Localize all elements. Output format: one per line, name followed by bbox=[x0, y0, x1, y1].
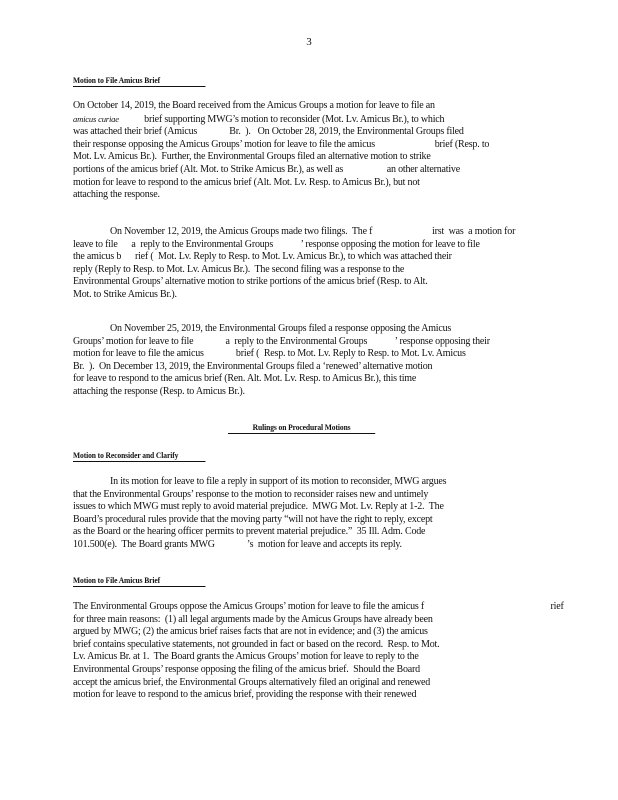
text-line: their response opposing the Amicus Groups’ motion for leave to file the amicus brief (Resp. to bbox=[73, 138, 490, 150]
text-line: Mot. to Strike Amicus Br.). bbox=[73, 288, 177, 300]
text-line: reply (Reply to Resp. to Mot. Lv. Amicus Br.). The second filing was a response to the bbox=[73, 263, 405, 275]
text-line: Environmental Groups’ response opposing the filing of the amicus brief. Should the Board bbox=[73, 663, 420, 675]
text-line: issues to which MWG must reply to avoid material prejudice. MWG Mot. Lv. Reply at 1-2. The bbox=[73, 501, 444, 513]
paragraph-2 bbox=[73, 226, 515, 302]
text-line: leave to file a reply to the Environmental Groups ’ response opposing the motion for leave to file bbox=[73, 238, 480, 250]
text-line: On October 14, 2019, the Board received from the Amicus Groups a motion for leave to file an bbox=[73, 100, 435, 111]
text-line bbox=[73, 113, 489, 127]
text-line: Lv. Amicus Br. at 1. The Board grants the Amicus Groups’ motion for leave to reply to the bbox=[73, 651, 419, 663]
text-line: that the Environmental Groups’ response to the motion to reconsider raises new and untimely bbox=[73, 488, 429, 500]
text-line: portions of the amicus brief (Alt. Mot. to Strike Amicus Br.), as well as an other alternative bbox=[73, 163, 460, 175]
text-line: On November 12, 2019, the Amicus Groups made two filings. The f irst was a motion for bbox=[110, 226, 516, 237]
text-line: Mot. Lv. Amicus Br.). Further, the Environmental Groups filed an alternative motion to strike bbox=[73, 151, 431, 163]
text-line: as the Board or the hearing officer permits to prevent material prejudice.” 35 Ill. Adm. Code bbox=[73, 526, 426, 538]
paragraph-1 bbox=[73, 100, 489, 202]
text-line: the amicus b rief ( Mot. Lv. Reply to Resp. to Mot. Lv. Amicus Br.), to which was attached their bbox=[73, 251, 452, 263]
text-line: Board’s procedural rules provide that the moving party “will not have the right to reply, except bbox=[73, 513, 433, 525]
text-line: In its motion for leave to file a reply in support of its motion to reconsider, MWG argues bbox=[110, 476, 447, 487]
text-line: 101.500(e). The Board grants MWG ’s motion for leave and accepts its reply. bbox=[73, 538, 402, 550]
text-line: attaching the response. bbox=[73, 189, 160, 201]
text-line: for three main reasons: (1) all legal arguments made by the Amicus Groups have already been bbox=[73, 613, 433, 625]
paragraph-3 bbox=[73, 323, 490, 399]
text-line: Environmental Groups’ alternative motion to strike portions of the amicus brief (Resp. to Alt. bbox=[73, 276, 428, 288]
text-line: attaching the response (Resp. to Amicus Br.). bbox=[73, 385, 245, 397]
text-line: Groups’ motion for leave to file a reply to the Environmental Groups ’ response opposing their bbox=[73, 335, 490, 347]
text-line: The Environmental Groups oppose the Amicus Groups’ motion for leave to file the amicus f rief bbox=[73, 601, 564, 612]
text-line: motion for leave to respond to the amicus brief, providing the response with their renewed bbox=[73, 689, 417, 701]
text-line: argued by MWG; (2) the amicus brief raises facts that are not in evidence; and (3) the amicus bbox=[73, 626, 428, 638]
heading-motion-to-file-amicus-brief-2: Motion to File Amicus Brief bbox=[73, 576, 205, 587]
text-line: On November 25, 2019, the Environmental Groups filed a response opposing the Amicus bbox=[110, 323, 452, 334]
text-line: brief contains speculative statements, not grounded in fact or based on the record. Resp. to Mot. bbox=[73, 638, 440, 650]
text-line: accept the amicus brief, the Environmental Groups alternatively filed an original and renewed bbox=[73, 676, 431, 688]
text-line: motion for leave to respond to the amicus brief (Alt. Mot. Lv. Resp. to Amicus Br.), but not bbox=[73, 176, 420, 188]
page-number: 3 bbox=[306, 36, 312, 48]
text-line: for leave to respond to the amicus brief (Ren. Alt. Mot. Lv. Resp. to Amicus Br.), this time bbox=[73, 373, 417, 385]
paragraph-4 bbox=[73, 476, 446, 552]
text-line: was attached their brief (Amicus Br. ). On October 28, 2019, the Environmental Groups filed bbox=[73, 126, 464, 138]
heading-motion-to-reconsider-and-clarify: Motion to Reconsider and Clarify bbox=[73, 451, 205, 462]
heading-rulings-on-procedural-motions: Rulings on Procedural Motions bbox=[228, 423, 375, 434]
paragraph-5 bbox=[73, 601, 564, 702]
text-line: Br. ). On December 13, 2019, the Environmental Groups filed a ‘renewed’ alternative motion bbox=[73, 360, 433, 372]
italic-term: amicus curiae bbox=[73, 113, 119, 124]
heading-motion-to-file-amicus-brief: Motion to File Amicus Brief bbox=[73, 76, 205, 87]
text-fragment: brief supporting MWG’s motion to reconsider (Mot. Lv. Amicus Br.), to which bbox=[118, 113, 445, 125]
text-line: motion for leave to file the amicus brief ( Resp. to Mot. Lv. Reply to Resp. to Mot. Lv. Amicus bbox=[73, 348, 466, 360]
